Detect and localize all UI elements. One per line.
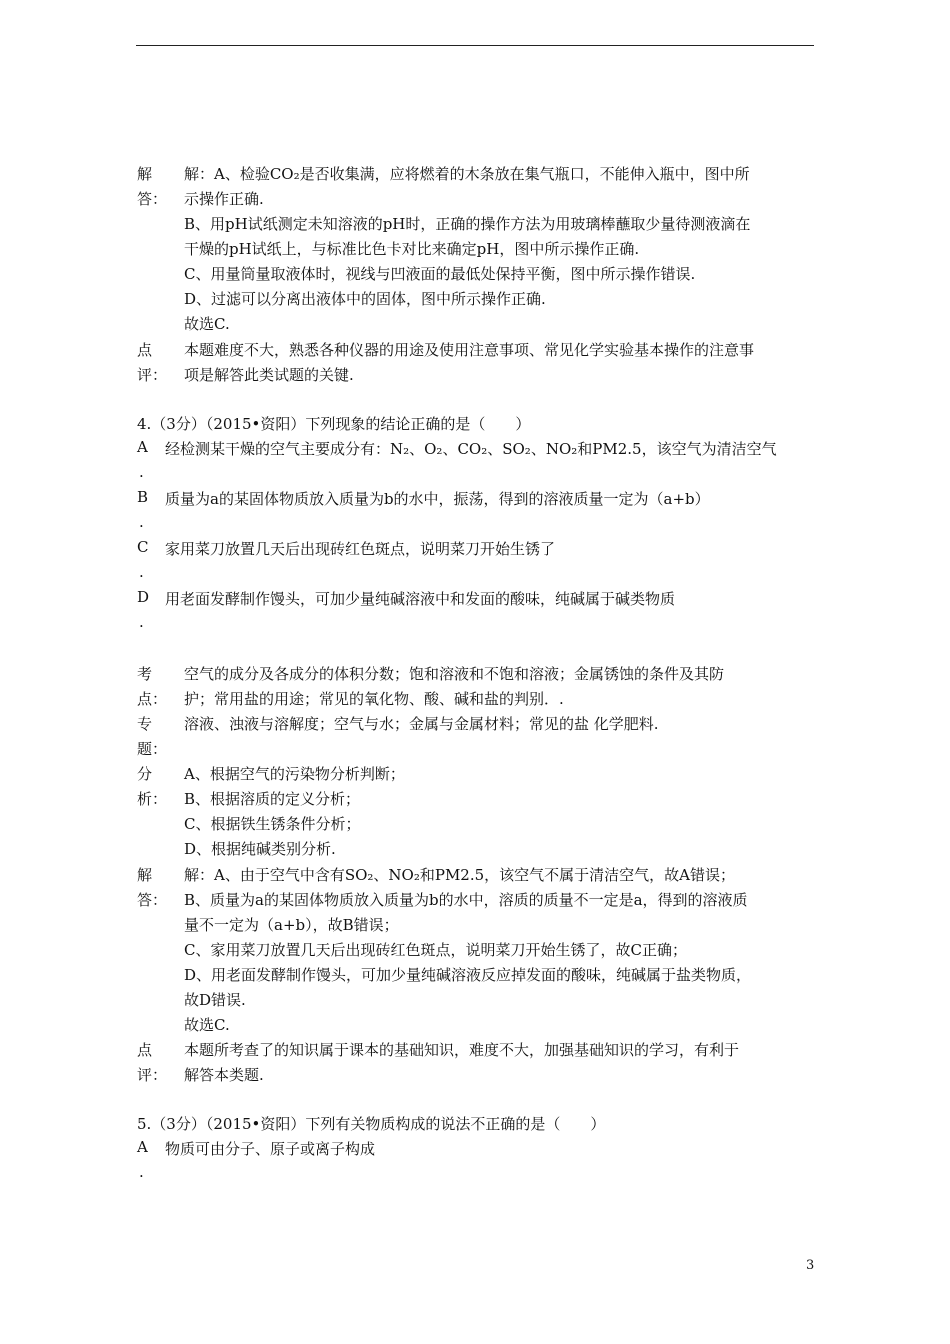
header-rule (136, 45, 814, 46)
q4-option-d-dot: . (139, 613, 144, 631)
q3-answer-line: 示操作正确. (184, 190, 264, 208)
q3-answer-line: 解：A、检验CO₂是否收集满，应将燃着的木条放在集气瓶口，不能伸入瓶中，图中所 (184, 165, 750, 183)
q4-option-b-dot: . (139, 513, 144, 531)
q4-answer-label-1: 解 (137, 866, 153, 884)
q3-comment-line: 项是解答此类试题的关键. (184, 366, 354, 384)
q3-answer-line: 故选C. (184, 315, 230, 333)
q4-option-a-letter: A (137, 438, 148, 456)
comment-label-2: 评： (137, 366, 168, 384)
q3-answer-line: B、用pH试纸测定未知溶液的pH时，正确的操作方法为用玻璃棒蘸取少量待测液滴在 (184, 215, 751, 233)
q4-option-a-text: 经检测某干燥的空气主要成分有：N₂、O₂、CO₂、SO₂、NO₂和PM2.5，该空气为清洁空气 (165, 440, 777, 458)
q5-option-a-dot: . (139, 1163, 144, 1181)
q4-answer-line: 解：A、由于空气中含有SO₂、NO₂和PM2.5，该空气不属于清洁空气，故A错误； (184, 866, 735, 884)
q4-fenxi-line: D、根据纯碱类别分析. (184, 840, 336, 858)
q4-kaodian-line: 护；常用盐的用途；常见的氧化物、酸、碱和盐的判别．. (184, 690, 564, 708)
q4-stem: 4.（3分）（2015•资阳）下列现象的结论正确的是（ ） (137, 415, 531, 433)
fenxi-label-2: 析： (137, 790, 168, 808)
q4-comment-line: 本题所考查了的知识属于课本的基础知识，难度不大，加强基础知识的学习，有利于 (184, 1041, 740, 1059)
q4-answer-line: B、质量为a的某固体物质放入质量为b的水中，溶质的质量不一定是a，得到的溶液质 (184, 891, 748, 909)
answer-label-2: 答： (137, 190, 168, 208)
kaodian-label-2: 点： (137, 690, 168, 708)
q4-option-d-text: 用老面发酵制作馒头，可加少量纯碱溶液中和发面的酸味，纯碱属于碱类物质 (165, 590, 676, 608)
q4-zhuanti-line: 溶液、浊液与溶解度；空气与水；金属与金属材料；常见的盐 化学肥料. (184, 715, 659, 733)
comment-label-1: 点 (137, 341, 153, 359)
q4-comment-label-1: 点 (137, 1041, 153, 1059)
q4-option-d-letter: D (137, 588, 150, 606)
q4-option-c-text: 家用菜刀放置几天后出现砖红色斑点，说明菜刀开始生锈了 (165, 540, 556, 558)
q4-comment-line: 解答本类题. (184, 1066, 264, 1084)
q3-answer-line: D、过滤可以分离出液体中的固体，图中所示操作正确. (184, 290, 546, 308)
q5-option-a-text: 物质可由分子、原子或离子构成 (165, 1140, 376, 1158)
q5-stem: 5.（3分）（2015•资阳）下列有关物质构成的说法不正确的是（ ） (137, 1115, 606, 1133)
q3-answer-line: 干燥的pH试纸上，与标准比色卡对比来确定pH，图中所示操作正确. (184, 240, 640, 258)
q5-option-a-letter: A (137, 1138, 148, 1156)
q4-option-b-text: 质量为a的某固体物质放入质量为b的水中，振荡，得到的溶液质量一定为（a+b） (165, 490, 710, 508)
q4-option-a-dot: . (139, 463, 144, 481)
kaodian-label-1: 考 (137, 665, 153, 683)
q4-answer-line: 故选C. (184, 1016, 230, 1034)
q4-option-c-letter: C (137, 538, 149, 556)
q4-comment-label-2: 评： (137, 1066, 168, 1084)
q4-answer-line: 量不一定为（a+b），故B错误； (184, 916, 399, 934)
q3-comment-line: 本题难度不大，熟悉各种仪器的用途及使用注意事项、常见化学实验基本操作的注意事 (184, 341, 755, 359)
zhuanti-label-1: 专 (137, 715, 153, 733)
q4-fenxi-line: B、根据溶质的定义分析； (184, 790, 361, 808)
q3-answer-line: C、用量筒量取液体时，视线与凹液面的最低处保持平衡，图中所示操作错误. (184, 265, 696, 283)
q4-option-b-letter: B (137, 488, 149, 506)
page-number: 3 (806, 1258, 815, 1273)
q4-answer-line: 故D错误. (184, 991, 246, 1009)
answer-label-1: 解 (137, 165, 153, 183)
q4-option-c-dot: . (139, 563, 144, 581)
q4-fenxi-line: A、根据空气的污染物分析判断； (184, 765, 405, 783)
fenxi-label-1: 分 (137, 765, 153, 783)
zhuanti-label-2: 题： (137, 740, 168, 758)
q4-fenxi-line: C、根据铁生锈条件分析； (184, 815, 361, 833)
q4-answer-line: D、用老面发酵制作馒头，可加少量纯碱溶液反应掉发面的酸味，纯碱属于盐类物质， (184, 966, 752, 984)
q4-kaodian-line: 空气的成分及各成分的体积分数；饱和溶液和不饱和溶液；金属锈蚀的条件及其防 (184, 665, 725, 683)
q4-answer-line: C、家用菜刀放置几天后出现砖红色斑点，说明菜刀开始生锈了，故C正确； (184, 941, 687, 959)
q4-answer-label-2: 答： (137, 891, 168, 909)
